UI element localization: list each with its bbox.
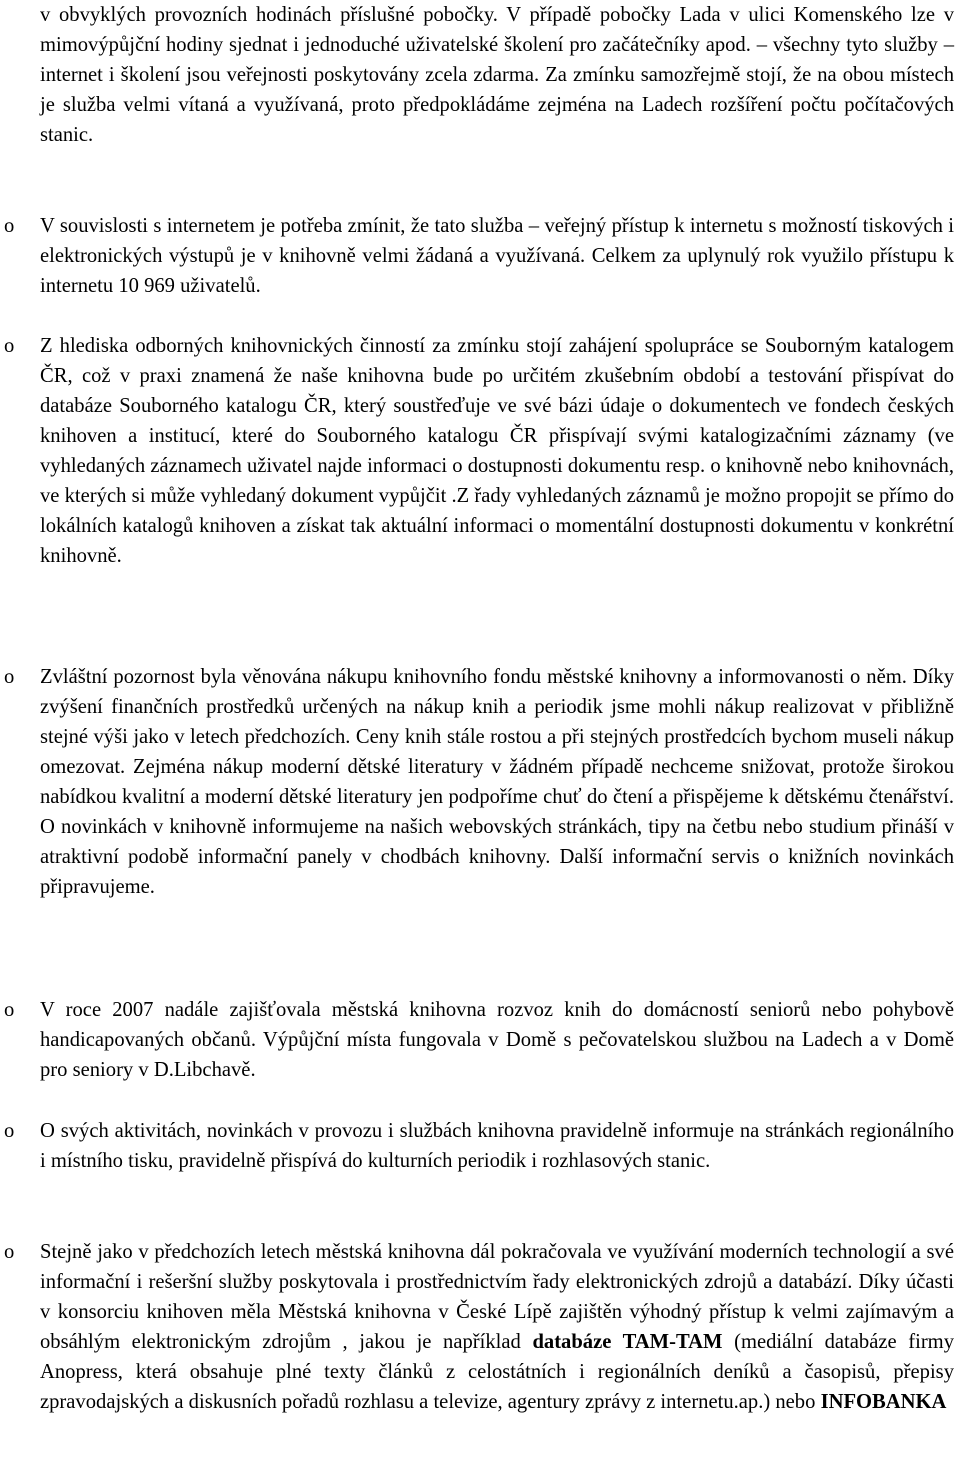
paragraph-book-acquisition bbox=[40, 662, 954, 962]
paragraph-book-delivery-seniors bbox=[40, 995, 954, 1085]
bullet-marker: o bbox=[4, 215, 15, 237]
paragraph-union-catalogue bbox=[40, 331, 954, 631]
bullet-marker: o bbox=[4, 1120, 15, 1142]
bullet-marker: o bbox=[4, 999, 15, 1021]
database-name-bold: INFOBANKA bbox=[820, 1391, 947, 1413]
paragraph-text: Stejně jako v předchozích letech městská knihovna dál pokračovala ve využívání moderních technologií a své informační i rešeršní služby poskytovala i prostřednictvím řady elektronických zdrojů a databází. Díky účasti v konsorciu knihoven měla Městská knihovna v České Lípě zajištěn výhodný přístup k velmi zajímavým a obsáhlým elektronickým zdrojům , jakou je například bbox=[40, 1241, 954, 1353]
paragraph-text: V souvislosti s internetem je potřeba zmínit, že tato služba – veřejný přístup k internetu s možností tiskových i elektronických výstupů je v knihovně velmi žádaná a využívaná. Celkem za uplynulý rok využilo přístupu k internetu 10 969 uživatelů. bbox=[40, 215, 954, 297]
paragraph-text: O svých aktivitách, novinkách v provozu i službách knihovna pravidelně informuje na stránkách regionálního i místního tisku, pravidelně přispívá do kulturních periodik i rozhlasových stanic. bbox=[40, 1120, 954, 1172]
paragraph-electronic-resources bbox=[40, 1237, 954, 1478]
bullet-marker: o bbox=[4, 335, 15, 357]
paragraph-text: Zvláštní pozornost byla věnována nákupu knihovního fondu městské knihovny a informovanosti o něm. Díky zvýšení finančních prostředků určených na nákup knih a periodik jsme mohli nákup realizovat v přibližně stejné výši jako v letech předchozích. Ceny knih stále rostou a při stejných prostředcích bychom museli nákup omezovat. Zejména nákup moderní dětské literatury v žádném případě nechceme snižovat, protože širokou nabídkou kvalitní a moderní dětské literatury jen podpoříme chuť do čtení a přispějeme k dětskému čtenářství. O novinkách v knihovně informujeme na našich webovských stránkách, tipy na četbu nebo studium přináší v atraktivní podobě informační panely v chodbách knihovny. Další informační servis o knižních novinkách připravujeme. bbox=[40, 666, 954, 898]
bullet-marker: o bbox=[4, 666, 15, 688]
bullet-marker: o bbox=[4, 1241, 15, 1263]
paragraph-internet-services bbox=[40, 0, 954, 180]
paragraph-text: V roce 2007 nadále zajišťovala městská knihovna rozvoz knih do domácností seniorů nebo pohybově handicapovaných občanů. Výpůjční místa fungovala v Domě s pečovatelskou službou na Ladech a v Domě pro seniory v D.Libchavě. bbox=[40, 999, 954, 1081]
paragraph-press-activities bbox=[40, 1116, 954, 1206]
paragraph-text: Z hlediska odborných knihovnických činností za zmínku stojí zahájení spolupráce se Souborným katalogem ČR, což v praxi znamená že naše knihovna bude po určitém zkušebním období a testování přispívat do databáze Souborného katalogu ČR, který soustřeďuje ve své bázi údaje o dokumentech ve fondech českých knihoven a institucí, které do Souborného katalogu ČR přispívají svými katalogizačními záznamy (ve vyhledaných záznamech uživatel najde informaci o dostupnosti dokumentu resp. o knihovně nebo knihovnách, ve kterých si může vyhledaný dokument vypůjčit .Z řady vyhledaných záznamů je možno propojit se přímo do lokálních katalogů knihoven a získat tak aktuální informaci o momentální dostupnosti dokumentu v konkrétní knihovně. bbox=[40, 335, 954, 567]
paragraph-text: v obvyklých provozních hodinách příslušné pobočky. V případě pobočky Lada v ulici Komenského lze v mimovýpůjční hodiny sjednat i jednoduché uživatelské školení pro začátečníky apod. – všechny tyto služby – internet i školení jsou veřejnosti poskytovány zcela zdarma. Za zmínku samozřejmě stojí, že na obou místech je služba velmi vítaná a využívaná, proto předpokládáme zejména na Ladech rozšíření počtu počítačových stanic. bbox=[40, 4, 954, 146]
paragraph-internet-access bbox=[40, 211, 954, 301]
paragraph-text: (mediální databáze firmy Anopress, která obsahuje plné texty článků z celostátních i regionálních deníků a časopisů, přepisy zpravodajských a diskusních pořadů rozhlasu a televize, agentury zprávy z internetu.ap.) nebo bbox=[40, 1331, 954, 1413]
database-name-bold: databáze TAM-TAM bbox=[532, 1331, 723, 1353]
